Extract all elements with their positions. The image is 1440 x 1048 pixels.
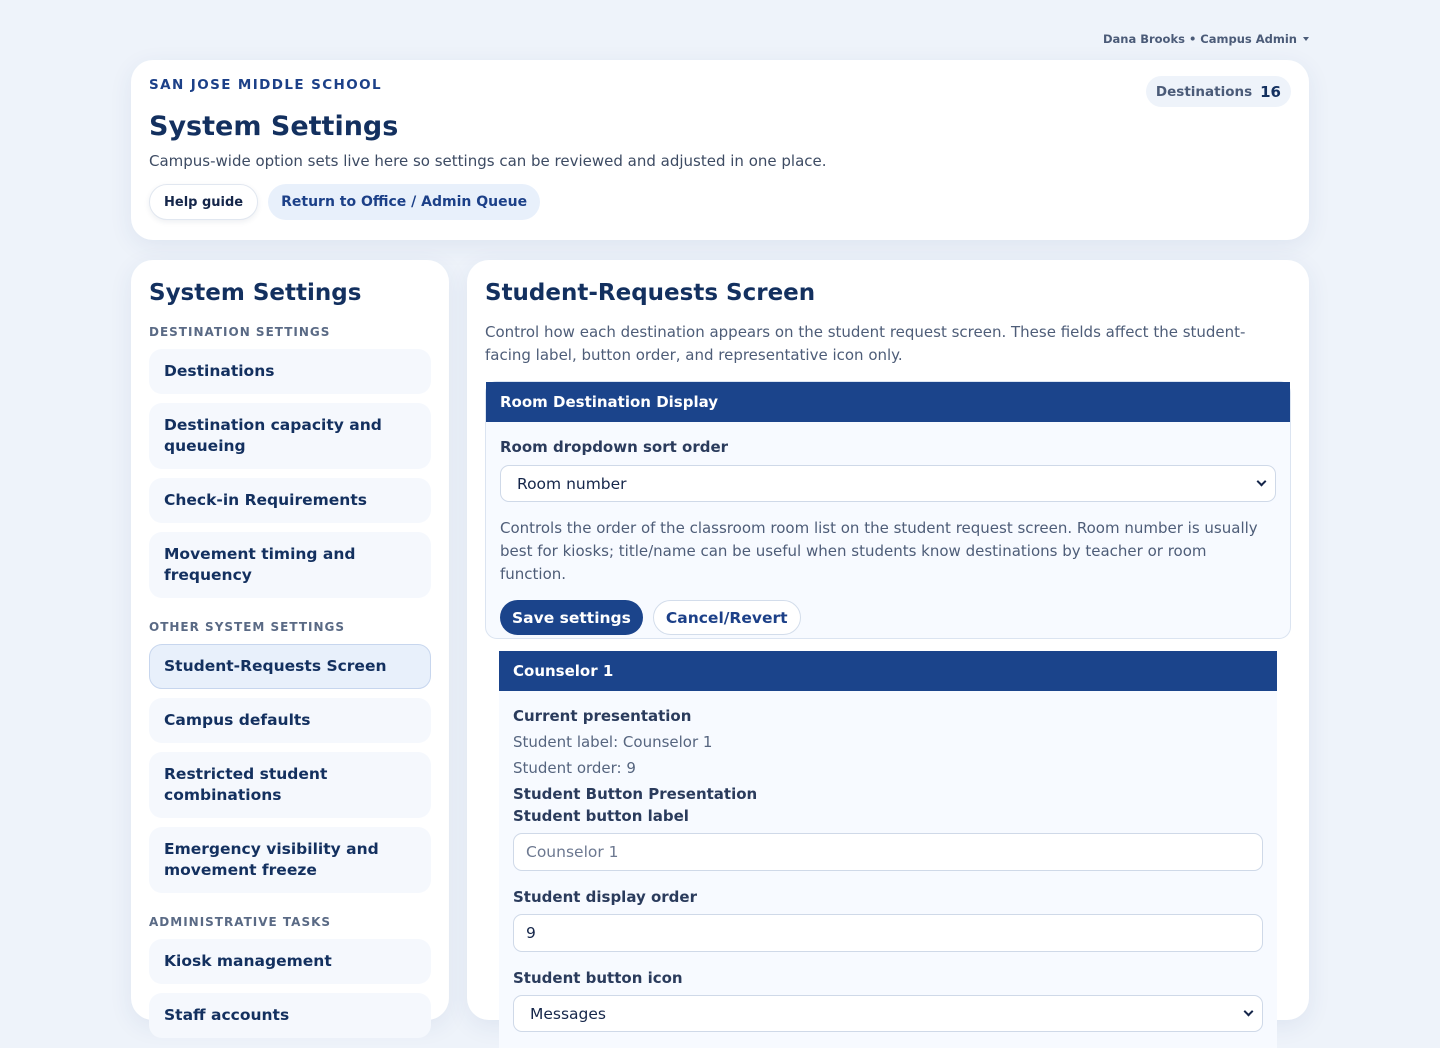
current-student-order: Student order: 9 <box>513 759 636 777</box>
school-name: SAN JOSE MIDDLE SCHOOL <box>149 77 382 93</box>
room-destination-panel <box>485 381 1291 639</box>
display-order-input[interactable]: 9 <box>513 914 1263 952</box>
page-title: System Settings <box>149 111 399 142</box>
sidebar-item-kiosk-management[interactable]: Kiosk management <box>149 939 431 984</box>
destinations-badge <box>1146 76 1291 107</box>
sidebar-item-movement-timing[interactable]: Movement timing and frequency <box>149 532 431 598</box>
return-to-queue-button[interactable]: Return to Office / Admin Queue <box>268 184 540 220</box>
user-menu[interactable] <box>1103 32 1309 46</box>
chevron-down-icon <box>1244 1007 1254 1017</box>
sidebar-item-emergency-visibility[interactable]: Emergency visibility and movement freeze <box>149 827 431 893</box>
destinations-badge-label: Destinations <box>1155 83 1253 100</box>
current-student-label: Student label: Counselor 1 <box>513 733 713 751</box>
chevron-down-icon <box>1257 477 1267 487</box>
cancel-revert-button[interactable]: Cancel/Revert <box>653 600 801 635</box>
help-guide-button[interactable]: Help guide <box>149 184 258 220</box>
button-icon-label: Student button icon <box>513 969 683 987</box>
user-menu-label: Dana Brooks • Campus Admin <box>1102 32 1297 46</box>
page-subtitle: Campus-wide option sets live here so settings can be reviewed and adjusted in one place. <box>149 152 827 170</box>
room-sort-value: Room number <box>517 474 627 493</box>
save-settings-button[interactable]: Save settings <box>500 600 643 635</box>
section-label-administrative-tasks: ADMINISTRATIVE TASKS <box>149 915 332 929</box>
sidebar-item-restricted-combinations[interactable]: Restricted student combinations <box>149 752 431 818</box>
sidebar-item-student-requests-screen[interactable]: Student-Requests Screen <box>149 644 431 689</box>
section-title: Student-Requests Screen <box>485 280 816 306</box>
destinations-badge-count: 16 <box>1260 82 1281 101</box>
main-panel <box>467 260 1309 1023</box>
settings-sidebar <box>131 260 449 1024</box>
button-label-input[interactable]: Counselor 1 <box>513 833 1263 871</box>
sidebar-item-campus-defaults[interactable]: Campus defaults <box>149 698 431 743</box>
header-actions <box>149 184 1291 220</box>
sidebar-item-destination-capacity[interactable]: Destination capacity and queueing <box>149 403 431 469</box>
display-order-label: Student display order <box>513 888 697 906</box>
header-card <box>131 60 1309 240</box>
sidebar-item-staff-accounts[interactable]: Staff accounts <box>149 993 431 1038</box>
button-icon-value: Messages <box>530 1004 607 1023</box>
counselor-heading: Counselor 1 <box>499 651 1277 691</box>
current-presentation-heading: Current presentation <box>513 707 692 725</box>
room-sort-select[interactable] <box>500 465 1276 502</box>
button-icon-select[interactable] <box>513 995 1263 1032</box>
caret-down-icon <box>1303 37 1309 41</box>
section-label-other-system-settings: OTHER SYSTEM SETTINGS <box>149 620 346 634</box>
sidebar-item-check-in-requirements[interactable]: Check-in Requirements <box>149 478 431 523</box>
section-label-destination-settings: DESTINATION SETTINGS <box>149 325 331 339</box>
room-sort-label: Room dropdown sort order <box>500 438 729 456</box>
room-sort-help: Controls the order of the classroom room list on the student request screen. Room number is usually best for kiosks; title/name can be useful when students know destinations by teacher or room function. <box>500 519 1258 583</box>
counselor-card <box>499 651 1277 1048</box>
sidebar-title: System Settings <box>149 280 362 306</box>
room-panel-heading: Room Destination Display <box>486 382 1290 422</box>
button-label-label: Student button label <box>513 807 689 825</box>
sidebar-item-destinations[interactable]: Destinations <box>149 349 431 394</box>
section-description: Control how each destination appears on the student request screen. These fields affect the student-facing label, button order, and representative icon only. <box>485 323 1246 364</box>
button-presentation-heading: Student Button Presentation <box>513 785 758 803</box>
